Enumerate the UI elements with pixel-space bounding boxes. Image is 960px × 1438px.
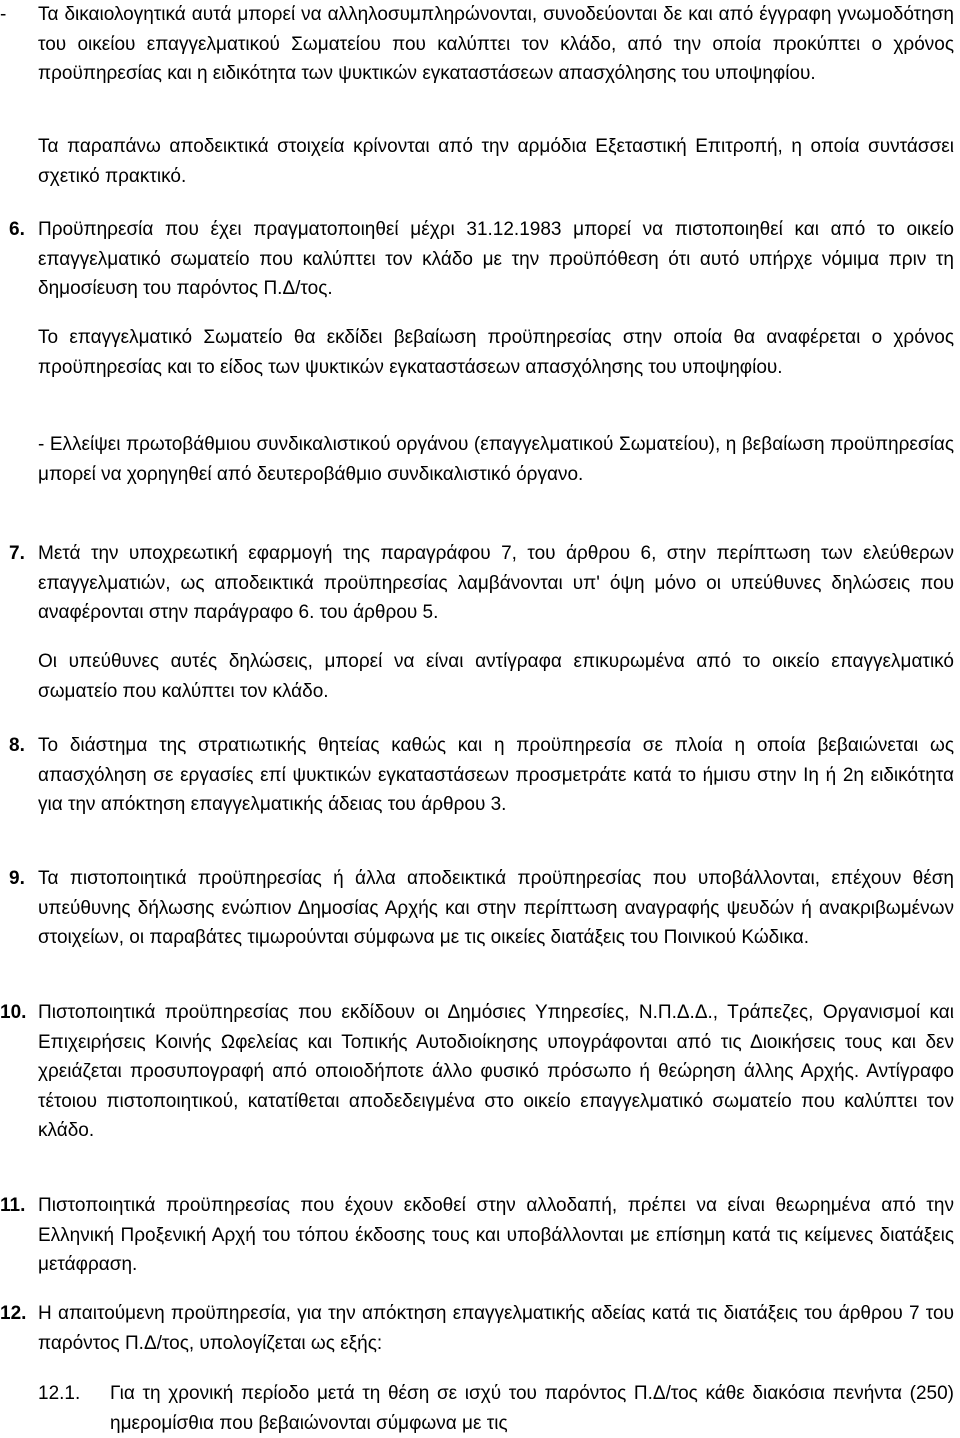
item-6-paragraph-2 bbox=[38, 323, 954, 382]
item-text: Η απαιτούμενη προϋπηρεσία, για την απόκτηση επαγγελματικής αδείας κατά τις διατάξεις του άρθρου 7 του παρόντος Π.Δ/τος, υπολογίζεται ως εξής: bbox=[38, 1303, 954, 1354]
item-8 bbox=[9, 731, 954, 820]
item-6 bbox=[9, 215, 954, 304]
paragraph-text: Τα παραπάνω αποδεικτικά στοιχεία κρίνονται από την αρμόδια Εξεταστική Επιτροπή, η οποία συντάσσει σχετικό πρακτικό. bbox=[38, 136, 954, 187]
paragraph-text: Οι υπεύθυνες αυτές δηλώσεις, μπορεί να είναι αντίγραφα επικυρωμένα από το οικείο επαγγελματικό σωματείο που καλύπτει τον κλάδο. bbox=[38, 651, 954, 702]
paragraph-committee bbox=[38, 132, 954, 191]
item-number: 8. bbox=[9, 735, 25, 756]
item-text: Μετά την υποχρεωτική εφαρμογή της παραγράφου 7, του άρθρου 6, στην περίπτωση των ελεύθερων επαγγελματιών, ως αποδεικτικά προϋπηρεσίας λαμβάνονται υπ' όψη μόνο οι υπεύθυνες δηλώσεις που αναφέρονται στην παράγραφο 6. του άρθρου 5. bbox=[38, 543, 954, 623]
item-number: 7. bbox=[9, 543, 25, 564]
item-number: 9. bbox=[9, 868, 25, 889]
item-10 bbox=[0, 998, 954, 1146]
item-12 bbox=[0, 1299, 954, 1358]
item-text: Για τη χρονική περίοδο μετά τη θέση σε ισχύ του παρόντος Π.Δ/τος κάθε διακόσια πενήντα (250) ημερομίσθια που βεβαιώνονται σύμφωνα με τις bbox=[110, 1383, 954, 1434]
item-number: 10. bbox=[0, 1002, 27, 1023]
item-6-paragraph-3 bbox=[38, 430, 954, 489]
list-dash: - bbox=[0, 4, 7, 25]
item-number: 11. bbox=[0, 1195, 26, 1216]
paragraph-text: - Ελλείψει πρωτοβάθμιου συνδικαλιστικού οργάνου (επαγγελματικού Σωματείου), η βεβαίωση προϋπηρεσίας μπορεί να χορηγηθεί από δευτεροβάθμιο συνδικαλιστικό όργανο. bbox=[38, 434, 954, 485]
paragraph-text: Τα δικαιολογητικά αυτά μπορεί να αλληλοσυμπληρώνονται, συνοδεύονται δε και από έγγραφη γνωμοδότηση του οικείου επαγγελματικού Σωματείου που καλύπτει τον κλάδο, από την οποία προκύπτει ο χρόνος προϋπηρεσίας και η ειδικότητα των ψυκτικών εγκαταστάσεων απασχόλησης του υποψηφίου. bbox=[38, 4, 954, 84]
item-text: Τα πιστοποιητικά προϋπηρεσίας ή άλλα αποδεικτικά προϋπηρεσίας που υποβάλλονται, επέχουν θέση υπεύθυνης δήλωσης ενώπιον Δημοσίας Αρχής και στην περίπτωση αναγραφής ψευδών ή ανακριβωμένων στοιχείων, οι παραβάτες τιμωρούνται σύμφωνα με τις οικείες διατάξεις του Ποινικού Κώδικα. bbox=[38, 868, 954, 948]
item-number: 12.1. bbox=[38, 1383, 81, 1404]
item-11 bbox=[0, 1191, 954, 1280]
item-12-1 bbox=[38, 1379, 954, 1438]
item-text: Πιστοποιητικά προϋπηρεσίας που έχουν εκδοθεί στην αλλοδαπή, πρέπει να είναι θεωρημένα από την Ελληνική Προξενική Αρχή του τόπου έκδοσης τους και υποβάλλονται με επίσημη κατά τις κείμενες διατάξεις μετάφραση. bbox=[38, 1195, 954, 1275]
item-number: 6. bbox=[9, 219, 25, 240]
item-text: Προϋπηρεσία που έχει πραγματοποιηθεί μέχρι 31.12.1983 μπορεί να πιστοποιηθεί και από το οικείο επαγγελματικό σωματείο που καλύπτει τον κλάδο με την προϋπόθεση ότι αυτό υπήρχε νόμιμα πριν τη δημοσίευση του παρόντος Π.Δ/τος. bbox=[38, 219, 954, 299]
item-9 bbox=[9, 864, 954, 953]
item-text: Πιστοποιητικά προϋπηρεσίας που εκδίδουν οι Δημόσιες Υπηρεσίες, Ν.Π.Δ.Δ., Τράπεζες, Οργανισμοί και Επιχειρήσεις Κοινής Ωφελείας και Τοπικής Αυτοδιοίκησης υπογράφονται από τις Διοικήσεις τους και δεν χρειάζεται προσυπογραφή από οποιοδήποτε άλλο φυσικό πρόσωπο ή θεώρηση άλλης Αρχής. Αντίγραφο τέτοιου πιστοποιητικού, κατατίθεται αποδεδειγμένα στο οικείο επαγγελματικό σωματείο που καλύπτει τον κλάδο. bbox=[38, 1002, 954, 1141]
paragraph-supporting-documents bbox=[0, 0, 954, 89]
item-7 bbox=[9, 539, 954, 628]
item-text: Το διάστημα της στρατιωτικής θητείας καθώς και η προϋπηρεσία σε πλοία η οποία βεβαιώνεται ως απασχόληση σε εργασίες επί ψυκτικών εγκαταστάσεων προσμετράτε κατά το ήμισυ στην Ιη ή 2η ειδικότητα για την απόκτηση επαγγελματικής άδειας του άρθρου 3. bbox=[38, 735, 954, 815]
item-7-paragraph-2 bbox=[38, 647, 954, 706]
paragraph-text: Το επαγγελματικό Σωματείο θα εκδίδει βεβαίωση προϋπηρεσίας στην οποία θα αναφέρεται ο χρόνος προϋπηρεσίας και το είδος των ψυκτικών εγκαταστάσεων απασχόλησης του υποψηφίου. bbox=[38, 327, 954, 378]
item-number: 12. bbox=[0, 1303, 27, 1324]
